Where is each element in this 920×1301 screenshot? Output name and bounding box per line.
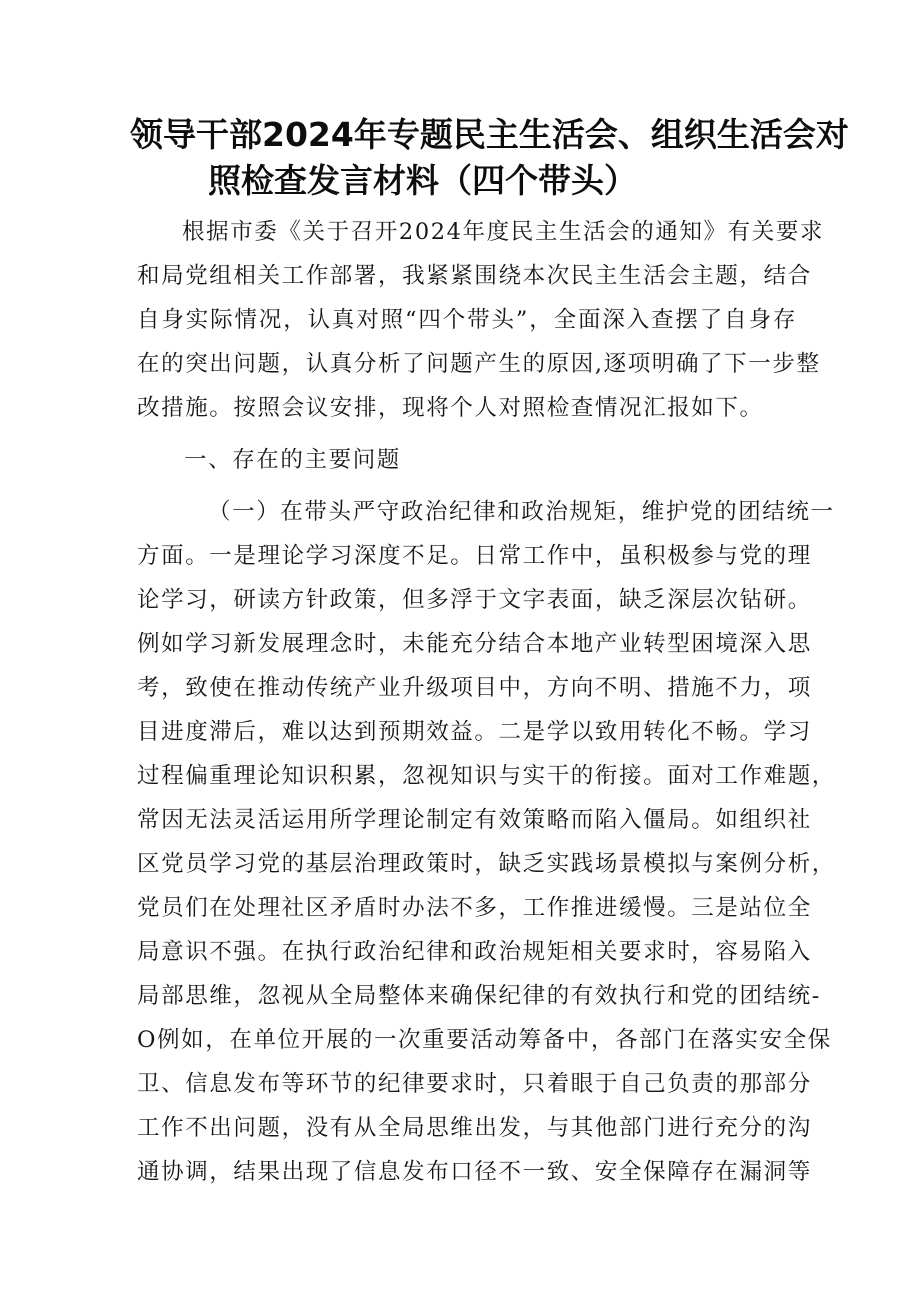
body-line: 常因无法灵活运用所学理论制定有效策略而陷入僵局。如组织社 [137,807,812,833]
intro-line: 和局党组相关工作部署，我紧紧围绕本次民主生活会主题，结合 [137,263,812,289]
body-line: O例如，在单位开展的一次重要活动筹备中，各部门在落实安全保 [137,1027,832,1053]
body-line: 局部思维，忽视从全局整体来确保纪律的有效执行和党的团结统- [137,983,822,1009]
body-line: （一）在带头严守政治纪律和政治规矩，维护党的团结统一 [208,499,835,525]
body-line: 通协调，结果出现了信息发布口径不一致、安全保障存在漏洞等 [137,1159,812,1185]
body-line: 例如学习新发展理念时，未能充分结合本地产业转型困境深入思 [137,631,812,657]
intro-line: 改措施。按照会议安排，现将个人对照检查情况汇报如下。 [137,395,764,421]
intro-line: 自身实际情况，认真对照“四个带头”，全面深入查摆了自身存 [137,307,797,333]
body-line: 目进度滞后，难以达到预期效益。二是学以致用转化不畅。学习 [137,719,812,745]
body-line: 党员们在处理社区矛盾时办法不多，工作推进缓慢。三是站位全 [137,895,812,921]
document-title-line-2: 照检查发言材料（四个带头） [208,161,637,200]
section-heading: 一、存在的主要问题 [184,447,401,473]
body-line: 论学习，研读方针政策，但多浮于文字表面，缺乏深层次钻研。 [137,587,812,613]
body-line: 卫、信息发布等环节的纪律要求时，只着眼于自己负责的那部分 [137,1071,812,1097]
body-line: 局意识不强。在执行政治纪律和政治规矩相关要求时，容易陷入 [137,939,812,965]
intro-line: 根据市委《关于召开2024年度民主生活会的通知》有关要求 [182,219,825,245]
body-line: 工作不出问题，没有从全局思维出发，与其他部门进行充分的沟 [137,1115,812,1141]
document-title-line-1: 领导干部2024年专题民主生活会、组织生活会对 [130,115,849,154]
body-line: 考，致使在推动传统产业升级项目中，方向不明、措施不力，项 [137,675,812,701]
intro-line: 在的突出问题，认真分析了问题产生的原因,逐项明确了下一步整 [137,351,821,377]
body-line: 过程偏重理论知识积累，忽视知识与实干的衔接。面对工作难题， [137,763,836,789]
body-line: 方面。一是理论学习深度不足。日常工作中，虽积极参与党的理 [137,543,812,569]
body-line: 区党员学习党的基层治理政策时，缺乏实践场景模拟与案例分析， [137,851,836,877]
